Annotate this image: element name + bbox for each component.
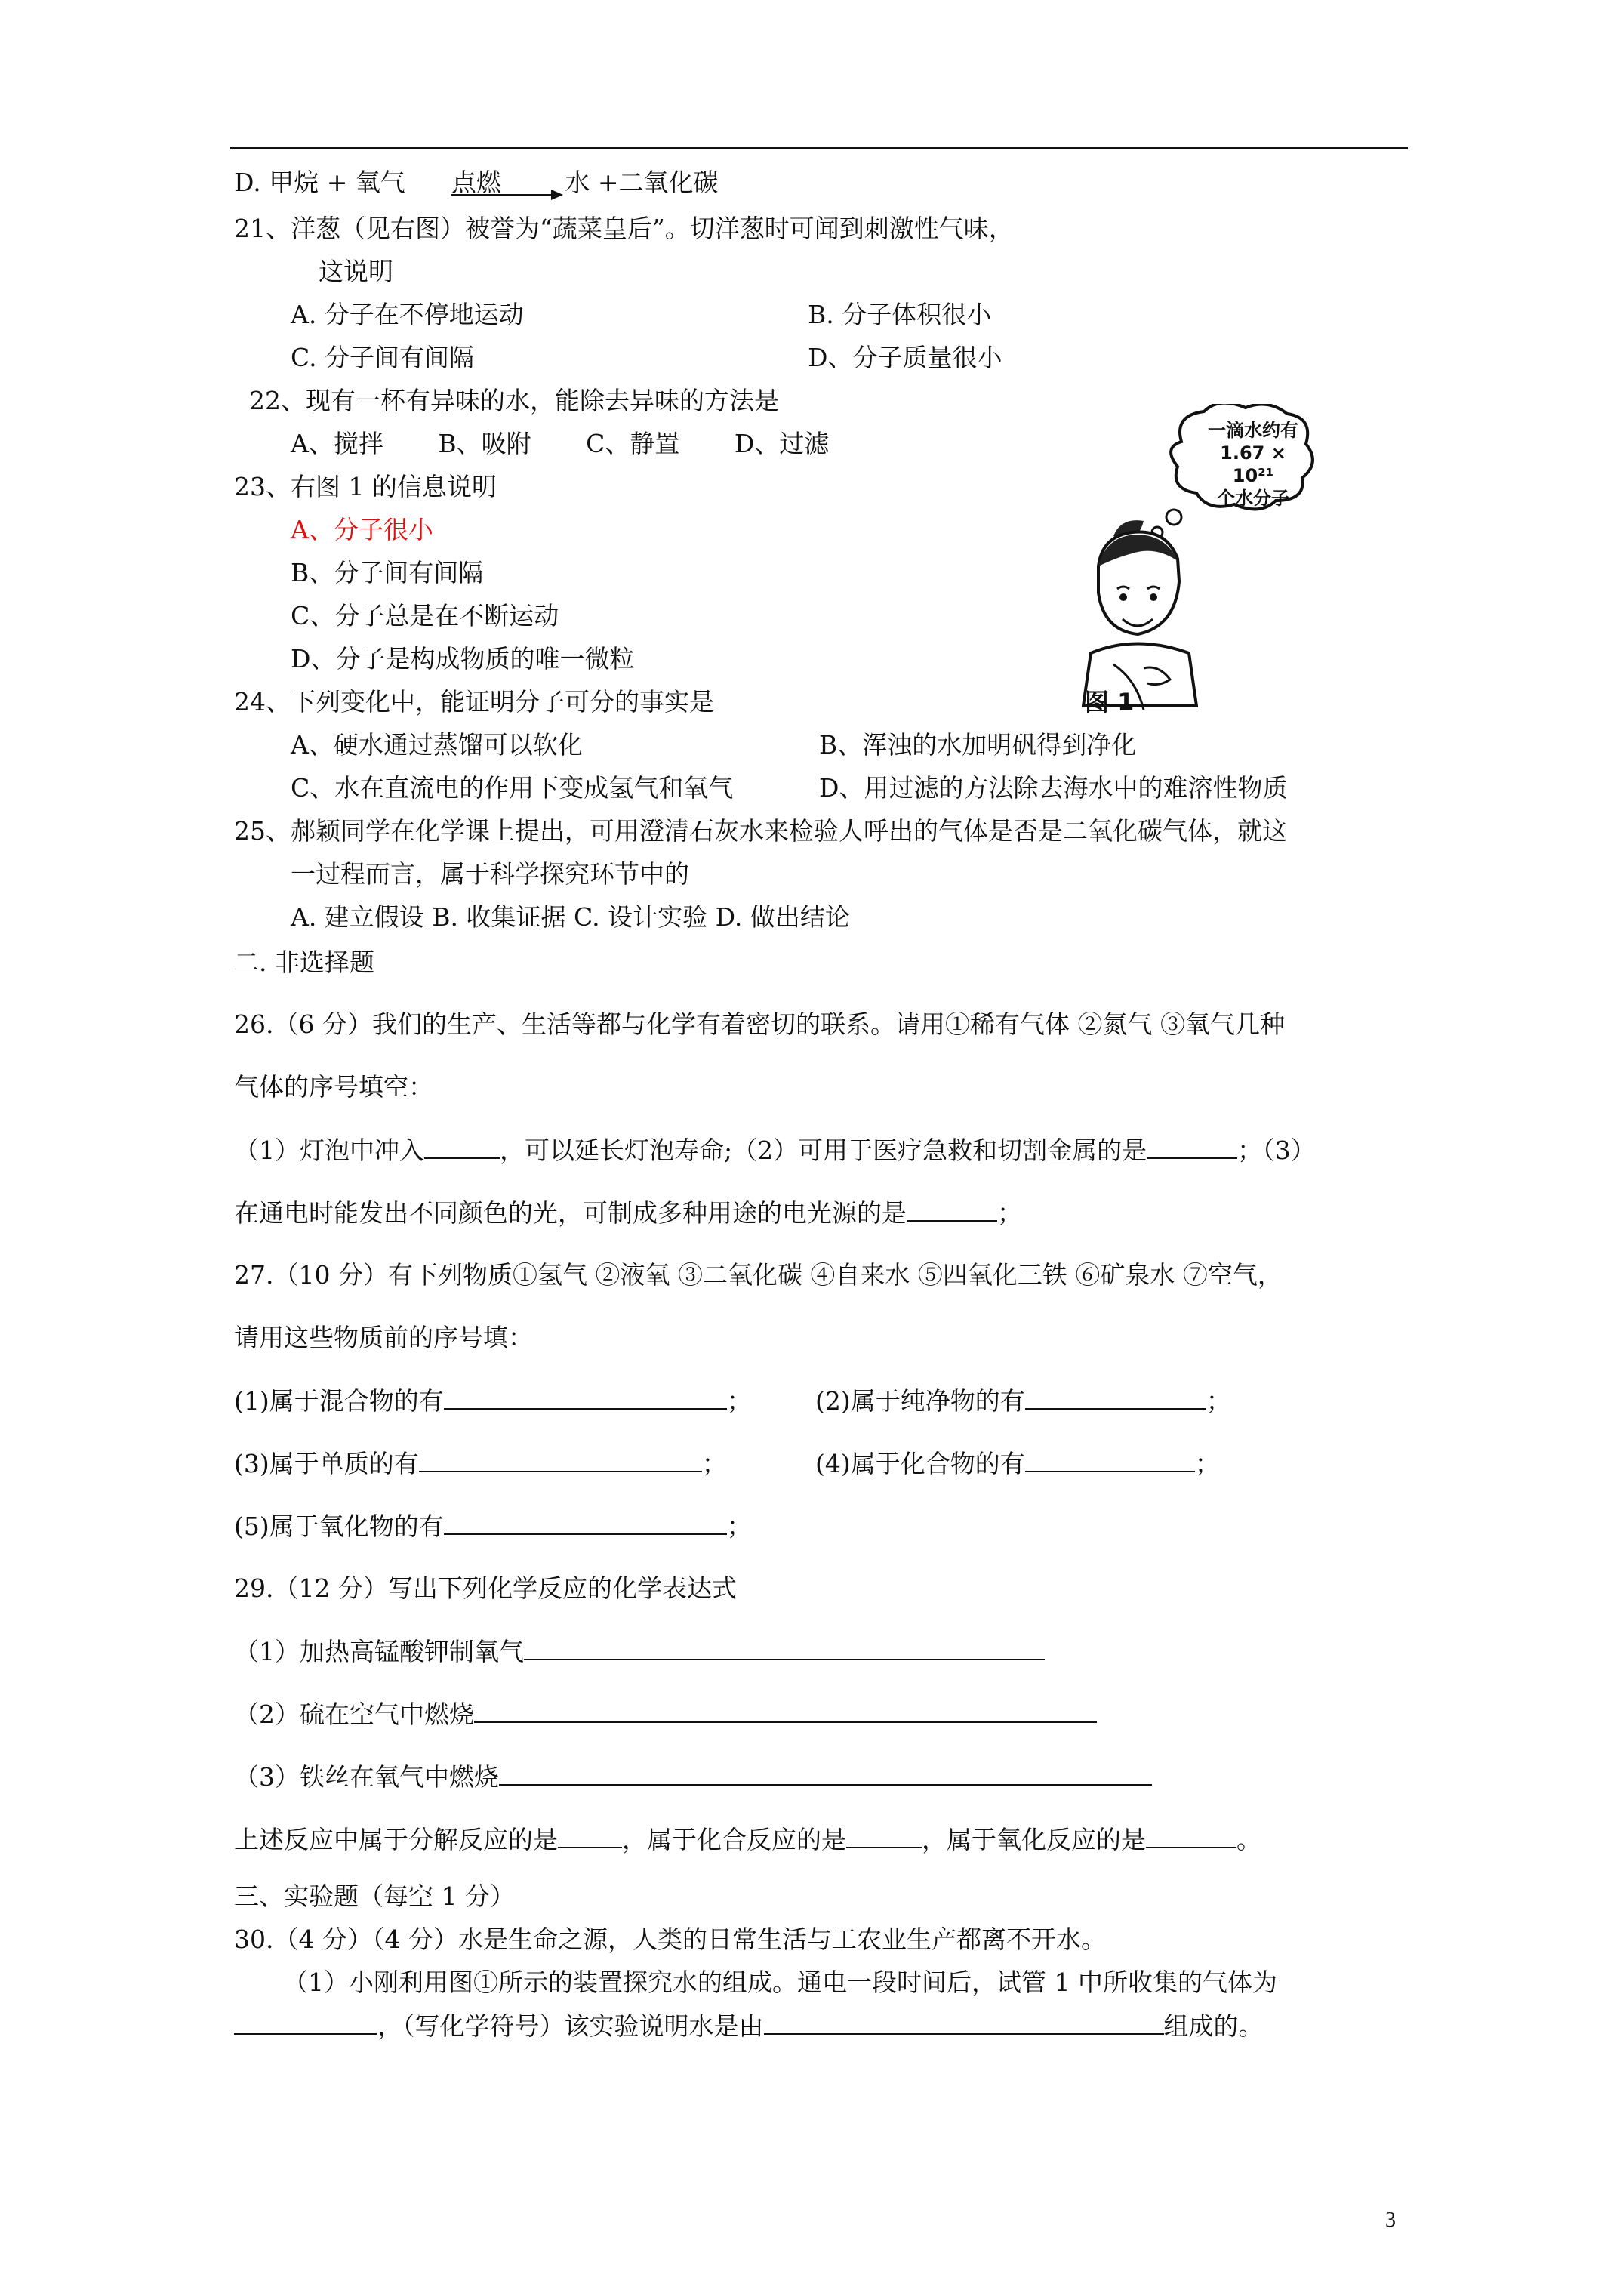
separator: ； <box>1194 1449 1220 1478</box>
bubble-line-3: 个水分子 <box>1217 488 1289 509</box>
q30-stem: 30.（4 分）（4 分）水是生命之源，人类的日常生活与工农业生产都离不开水。 <box>234 1925 1106 1954</box>
answer-blank[interactable] <box>444 1511 727 1535</box>
q25-options: A. 建立假设 B. 收集证据 C. 设计实验 D. 做出结论 <box>291 902 850 932</box>
answer-blank[interactable] <box>907 1197 997 1222</box>
q30-part-1-cont <box>234 2011 1264 2042</box>
q27-item-5 <box>234 1511 752 1542</box>
answer-blank[interactable] <box>234 2011 377 2035</box>
bubble-line-2: 1.67 × 10²¹ <box>1220 442 1286 486</box>
answer-blank[interactable] <box>474 1699 1097 1723</box>
separator: ； <box>1206 1386 1231 1416</box>
q27-stem-cont: 请用这些物质前的序号填： <box>234 1323 533 1352</box>
q29-summary-b: ，属于化合反应的是 <box>622 1825 846 1854</box>
q27-i2-text: (2)属于纯净物的有 <box>815 1386 1025 1416</box>
q21-option-c: C. 分子间有间隔 <box>291 343 475 372</box>
q27-i1-text: (1)属于混合物的有 <box>234 1386 444 1416</box>
q29-r1-text: （1）加热高锰酸钾制氧气 <box>234 1637 524 1666</box>
answer-blank[interactable] <box>419 1448 702 1472</box>
answer-blank[interactable] <box>499 1761 1152 1786</box>
answer-blank[interactable] <box>1025 1448 1195 1472</box>
answer-blank[interactable] <box>524 1636 1045 1660</box>
q22-option-c: C、静置 <box>586 429 680 458</box>
q26-stem: 26.（6 分）我们的生产、生活等都与化学有着密切的联系。请用①稀有气体 ②氮气 ③氧气几种 <box>234 1009 1285 1039</box>
q24-option-c: C、水在直流电的作用下变成氢气和氧气 <box>291 773 734 803</box>
q29-reaction-3 <box>234 1761 1152 1792</box>
q26-p1-text: （1）灯泡中冲入 <box>234 1136 424 1165</box>
q24-option-d: D、用过滤的方法除去海水中的难溶性物质 <box>819 773 1288 803</box>
q27-item-3 <box>234 1448 727 1479</box>
q27-i5-text: (5)属于氧化物的有 <box>234 1512 444 1541</box>
q30-p2c-text: 组成的。 <box>1163 2011 1264 2041</box>
q26-p1c-text: ；（3） <box>1237 1136 1316 1165</box>
q30-p2b-text: ，（写化学符号）该实验说明水是由 <box>377 2011 764 2041</box>
arrow-icon <box>451 187 565 202</box>
q29-r2-text: （2）硫在空气中燃烧 <box>234 1700 474 1729</box>
answer-blank[interactable] <box>1147 1135 1237 1159</box>
q29-summary-d: 。 <box>1236 1825 1261 1854</box>
q27-item-1 <box>234 1385 752 1416</box>
answer-blank[interactable] <box>1146 1824 1236 1848</box>
q20-option-d <box>234 168 719 198</box>
separator: ； <box>726 1386 752 1416</box>
q22-option-d: D、过滤 <box>734 429 830 458</box>
q25-stem-cont: 一过程而言，属于科学探究环节中的 <box>291 859 689 889</box>
q26-stem-cont: 气体的序号填空： <box>234 1072 433 1102</box>
bubble-line-1: 一滴水约有 <box>1208 420 1298 441</box>
q21-option-b: B. 分子体积很小 <box>808 300 992 329</box>
q26-part-1 <box>234 1135 1316 1166</box>
answer-blank[interactable] <box>424 1135 500 1159</box>
q24-option-a: A、硬水通过蒸馏可以软化 <box>291 730 583 760</box>
figure-1 <box>1068 404 1317 721</box>
separator: ； <box>701 1449 727 1478</box>
q23-stem: 23、右图 1 的信息说明 <box>234 472 497 501</box>
section-3-heading: 三、实验题（每空 1 分） <box>234 1881 515 1911</box>
q29-reaction-2 <box>234 1699 1097 1730</box>
q27-i4-text: (4)属于化合物的有 <box>815 1449 1025 1478</box>
section-2-heading: 二. 非选择题 <box>234 948 374 977</box>
q23-option-d: D、分子是构成物质的唯一微粒 <box>291 644 635 673</box>
q26-p1b-text: ，可以延长灯泡寿命;（2）可用于医疗急救和切割金属的是 <box>500 1136 1147 1165</box>
q26-p2b-text: ； <box>997 1198 1022 1228</box>
answer-blank[interactable] <box>558 1824 622 1848</box>
q30-part-1: （1）小刚利用图①所示的装置探究水的组成。通电一段时间后，试管 1 中所收集的气体为 <box>283 1968 1277 1997</box>
q21-option-a: A. 分子在不停地运动 <box>291 300 524 329</box>
reaction-arrow <box>451 168 557 198</box>
q29-summary-c: ，属于氧化反应的是 <box>922 1825 1146 1854</box>
q24-stem: 24、下列变化中，能证明分子可分的事实是 <box>234 687 714 717</box>
q29-summary <box>234 1824 1261 1855</box>
page-number: 3 <box>1385 2208 1396 2232</box>
q23-option-c: C、分子总是在不断运动 <box>291 601 559 630</box>
answer-blank[interactable] <box>846 1824 922 1848</box>
answer-blank[interactable] <box>1025 1385 1206 1410</box>
q26-p2-text: 在通电时能发出不同颜色的光，可制成多种用途的电光源的是 <box>234 1198 907 1228</box>
q21-stem-cont: 这说明 <box>319 257 393 286</box>
reaction-condition: 点燃 <box>451 168 501 197</box>
q29-r3-text: （3）铁丝在氧气中燃烧 <box>234 1762 499 1792</box>
q21-option-d: D、分子质量很小 <box>808 343 1002 372</box>
q27-item-4 <box>815 1448 1220 1479</box>
q22-option-a: A、搅拌 <box>291 429 383 458</box>
q24-option-b: B、浑浊的水加明矾得到净化 <box>819 730 1137 760</box>
q27-stem: 27.（10 分）有下列物质①氢气 ②液氧 ③二氧化碳 ④自来水 ⑤四氧化三铁 ⑥矿泉水 ⑦空气， <box>234 1260 1283 1290</box>
q27-i3-text: (3)属于单质的有 <box>234 1449 419 1478</box>
q23-option-b: B、分子间有间隔 <box>291 558 484 587</box>
header-rule <box>230 147 1408 149</box>
q25-stem: 25、郝颖同学在化学课上提出，可用澄清石灰水来检验人呼出的气体是否是二氧化碳气体，就这 <box>234 816 1287 846</box>
figure-caption: 图 1 <box>1085 688 1135 717</box>
separator: ； <box>726 1512 752 1541</box>
q27-item-2 <box>815 1385 1231 1416</box>
q26-part-2 <box>234 1197 1022 1228</box>
q29-stem: 29.（12 分）写出下列化学反应的化学表达式 <box>234 1573 737 1603</box>
q20d-reactants: D. 甲烷 + 氧气 <box>234 168 405 197</box>
q20d-products: 水 +二氧化碳 <box>565 168 719 197</box>
q22-stem: 22、现有一杯有异味的水，能除去异味的方法是 <box>249 386 779 415</box>
q29-reaction-1 <box>234 1636 1045 1667</box>
answer-blank[interactable] <box>444 1385 727 1410</box>
answer-blank[interactable] <box>764 2011 1164 2035</box>
q22-option-b: B、吸附 <box>438 429 531 458</box>
q29-summary-a: 上述反应中属于分解反应的是 <box>234 1825 558 1854</box>
q21-stem: 21、洋葱（见右图）被誉为“蔬菜皇后”。切洋葱时可闻到刺激性气味， <box>234 214 1014 243</box>
q22-options <box>291 429 829 459</box>
q23-option-a-answer: A、分子很小 <box>291 515 433 544</box>
thought-bubble-text <box>1204 419 1302 510</box>
